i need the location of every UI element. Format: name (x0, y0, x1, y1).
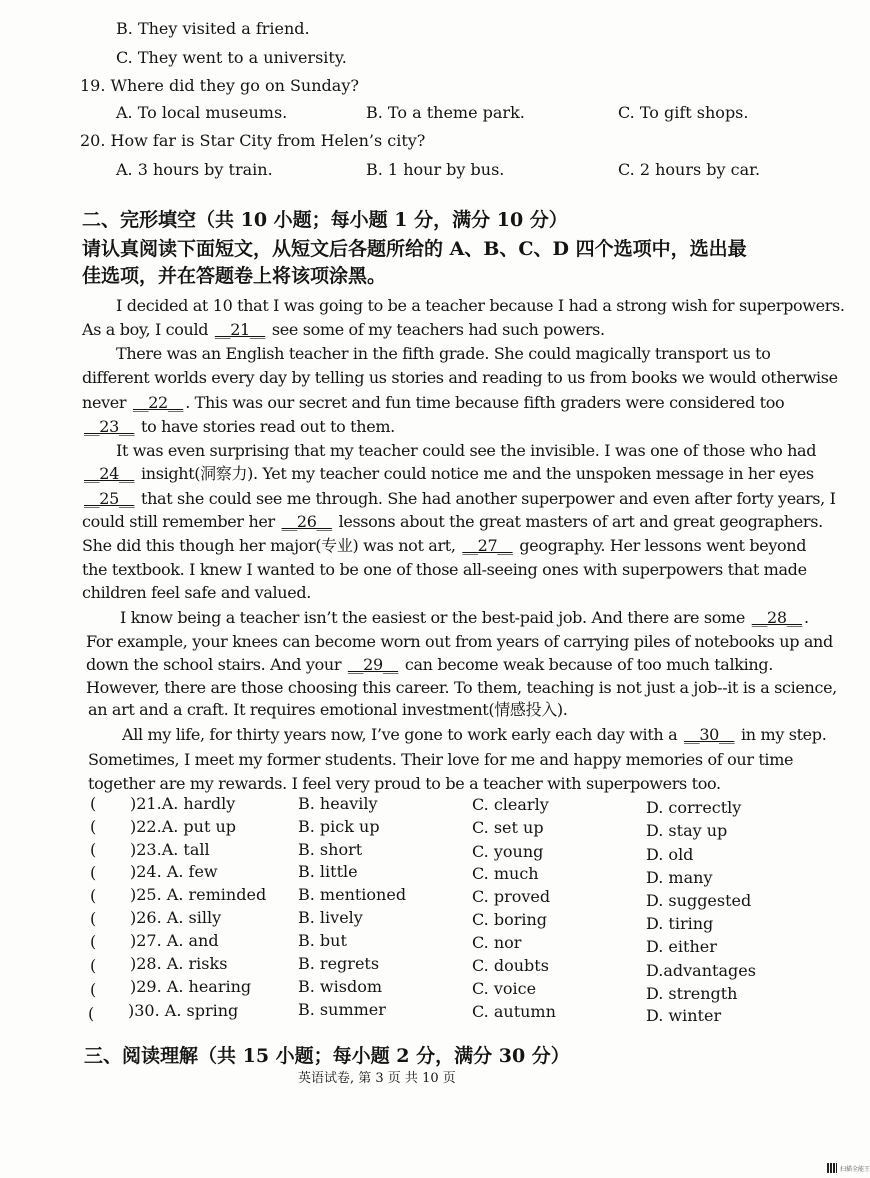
passage-line: There was an English teacher in the fifth grade. She could magically transport us to (116, 344, 771, 363)
question-number: )26. A. (130, 908, 184, 927)
question-number: )29. A. (130, 977, 184, 996)
option-a[interactable] (130, 931, 219, 951)
passage-line (82, 464, 814, 484)
option-a-text: spring (186, 1001, 239, 1020)
option-a[interactable] (128, 1001, 238, 1021)
passage-text: insight(洞察力). Yet my teacher could notice me and the unspoken message in her eyes (136, 464, 814, 483)
option-c[interactable]: C. doubts (472, 956, 549, 975)
option-a-text: reminded (188, 885, 267, 904)
q19-option-a: A. To local museums. (116, 103, 288, 122)
option-a-text: hearing (188, 977, 252, 996)
option-b[interactable]: B. pick up (298, 817, 380, 836)
passage-line: Sometimes, I meet my former students. Their love for me and happy memories of our time (88, 750, 794, 769)
page-footer: 英语试卷, 第 3 页 共 10 页 (298, 1071, 456, 1086)
blank-29: __29__ (347, 655, 399, 674)
blank-24: __24__ (84, 464, 135, 483)
blank-27: __27__ (462, 536, 513, 555)
question-number: )28. A. (130, 954, 184, 973)
option-c[interactable]: C. proved (472, 887, 551, 906)
passage-text: She did this though her major(专业) was not art, (82, 536, 461, 555)
passage-line (82, 417, 395, 437)
passage-line (86, 655, 773, 675)
option-d[interactable]: D. strength (646, 984, 738, 1003)
cloze-instruction-1: 请认真阅读下面短文，从短文后各题所给的 A、B、C、D 四个选项中，选出最 (82, 238, 747, 260)
option-c[interactable]: C. voice (472, 979, 537, 998)
option-b[interactable]: B. but (298, 931, 347, 950)
passage-text: I know being a teacher isn’t the easiest or the best-paid job. And there are some (120, 608, 750, 627)
blank-22: __22__ (132, 393, 184, 412)
option-d[interactable]: D. either (646, 937, 717, 956)
passage-text: can become weak because of too much talking. (400, 655, 773, 674)
option-a-text: hardly (183, 794, 236, 813)
option-a-text: put up (183, 817, 237, 836)
option-label: C. (116, 48, 133, 67)
option-text: They visited a friend. (137, 19, 310, 38)
answer-bracket[interactable]: ( (90, 817, 97, 836)
option-a[interactable] (130, 862, 218, 882)
passage-text: . This was our secret and fun time because fifth graders were considered too (185, 393, 785, 412)
option-b[interactable]: B. little (298, 862, 358, 881)
option-a[interactable] (130, 885, 266, 905)
passage-text: to have stories read out to them. (136, 417, 395, 436)
blank-30: __30__ (684, 725, 735, 744)
option-d[interactable]: D. stay up (646, 821, 728, 840)
blank-28: __28__ (751, 608, 802, 627)
passage-text: never (82, 393, 131, 412)
option-d[interactable]: D.advantages (646, 961, 756, 980)
passage-line: the textbook. I knew I wanted to be one of those all-seeing ones with superpowers that made (82, 560, 807, 579)
option-d[interactable]: D. winter (646, 1006, 722, 1025)
question-number: )23.A. (130, 840, 179, 859)
q20-question (80, 131, 425, 151)
option-c[interactable]: C. much (472, 864, 539, 883)
option-a[interactable] (130, 840, 210, 860)
question-text: How far is Star City from Helen’s city? (110, 131, 426, 150)
scanner-watermark: 扫描全能王 (840, 1166, 870, 1173)
option-c[interactable]: C. autumn (472, 1002, 556, 1021)
q20-option-c: C. 2 hours by car. (618, 160, 761, 179)
blank-23: __23__ (84, 417, 135, 436)
passage-line (82, 512, 823, 532)
passage-text: geography. Her lessons went beyond (514, 536, 807, 555)
question-number: )25. A. (130, 885, 184, 904)
question-number: )22.A. (130, 817, 179, 836)
q19-question (80, 76, 359, 96)
answer-bracket[interactable]: ( (90, 909, 97, 928)
option-a-text: risks (188, 954, 228, 973)
q19-option-b: B. To a theme park. (366, 103, 525, 122)
option-a[interactable] (130, 817, 236, 837)
passage-line: However, there are those choosing this career. To them, teaching is not just a job--it is a science, (86, 678, 837, 697)
question-number: 19. (80, 76, 106, 95)
option-d[interactable]: D. correctly (646, 798, 742, 817)
passage-line (82, 320, 605, 340)
passage-line (82, 536, 806, 556)
answer-bracket[interactable]: ( (88, 1004, 95, 1023)
blank-21: __21__ (214, 320, 266, 339)
question-text: Where did they go on Sunday? (110, 76, 359, 95)
passage-line (120, 608, 809, 628)
q19-option-c: C. To gift shops. (618, 103, 749, 122)
passage-line: together are my rewards. I feel very proud to be a teacher with superpowers too. (88, 774, 721, 793)
passage-line: an art and a craft. It requires emotional investment(情感投入). (88, 700, 568, 719)
option-d[interactable]: D. old (646, 845, 694, 864)
qr-code-icon (827, 1163, 837, 1173)
option-c[interactable]: C. nor (472, 933, 522, 952)
answer-bracket[interactable]: ( (90, 980, 97, 999)
question-number: )27. A. (130, 931, 184, 950)
passage-text: lessons about the great masters of art and great geographers. (333, 512, 823, 531)
answer-bracket[interactable]: ( (90, 932, 97, 951)
blank-26: __26__ (281, 512, 332, 531)
passage-line: For example, your knees can become worn out from years of carrying piles of notebooks up and (86, 632, 833, 651)
reading-heading: 三、阅读理解（共 15 小题；每小题 2 分，满分 30 分） (84, 1045, 570, 1067)
passage-text: that she could see me through. She had another superpower and even after forty years, I (136, 489, 836, 508)
passage-text: As a boy, I could (82, 320, 213, 339)
option-d[interactable]: D. many (646, 868, 713, 887)
passage-line: different worlds every day by telling us stories and reading to us from books we would otherwise (82, 368, 838, 387)
option-a[interactable] (130, 908, 221, 928)
option-c[interactable]: C. young (472, 842, 544, 861)
option-b[interactable]: B. wisdom (298, 977, 382, 996)
passage-line: It was even surprising that my teacher could see the invisible. I was one of those who had (116, 441, 817, 460)
passage-line: I decided at 10 that I was going to be a teacher because I had a strong wish for superpowers. (116, 296, 845, 315)
cloze-heading: 二、完形填空（共 10 小题；每小题 1 分，满分 10 分） (82, 209, 568, 231)
q18-option-b (116, 19, 310, 39)
question-number: 20. (80, 131, 106, 150)
cloze-instruction-2: 佳选项，并在答题卷上将该项涂黑。 (82, 265, 387, 287)
passage-text: see some of my teachers had such powers. (267, 320, 605, 339)
option-c[interactable]: C. clearly (472, 795, 549, 814)
answer-bracket[interactable]: ( (90, 956, 97, 975)
option-a-text: tall (183, 840, 210, 859)
passage-text: All my life, for thirty years now, I’ve gone to work early each day with a (122, 725, 683, 744)
question-number: )24. A. (130, 862, 184, 881)
answer-bracket[interactable]: ( (90, 794, 97, 813)
option-b[interactable]: B. regrets (298, 954, 380, 973)
option-a-text: silly (188, 908, 222, 927)
option-d[interactable]: D. tiring (646, 914, 714, 933)
passage-line: children feel safe and valued. (82, 583, 312, 602)
passage-line (82, 489, 836, 509)
passage-text: in my step. (736, 725, 827, 744)
option-b[interactable]: B. summer (298, 1000, 386, 1019)
option-label: B. (116, 19, 133, 38)
passage-text: could still remember her (82, 512, 280, 531)
option-b[interactable]: B. mentioned (298, 885, 407, 904)
option-b[interactable]: B. heavily (298, 794, 378, 813)
q20-option-b: B. 1 hour by bus. (366, 160, 505, 179)
option-a[interactable] (130, 977, 251, 997)
option-a[interactable] (130, 794, 235, 814)
option-text: They went to a university. (137, 48, 347, 67)
passage-line (122, 725, 826, 745)
q20-option-a: A. 3 hours by train. (116, 160, 273, 179)
passage-text: down the school stairs. And your (86, 655, 346, 674)
option-a[interactable] (130, 954, 227, 974)
answer-bracket[interactable]: ( (90, 840, 97, 859)
answer-bracket[interactable]: ( (90, 886, 97, 905)
option-b[interactable]: B. lively (298, 908, 363, 927)
passage-text: . (804, 608, 809, 627)
option-a-text: and (188, 931, 219, 950)
question-number: )30. A. (128, 1001, 182, 1020)
option-d[interactable]: D. suggested (646, 891, 752, 910)
option-c[interactable]: C. set up (472, 818, 544, 837)
passage-line (82, 393, 784, 413)
question-number: )21.A. (130, 794, 179, 813)
q18-option-c (116, 48, 347, 68)
answer-bracket[interactable]: ( (90, 863, 97, 882)
option-a-text: few (188, 862, 218, 881)
blank-25: __25__ (84, 489, 135, 508)
option-c[interactable]: C. boring (472, 910, 548, 929)
option-b[interactable]: B. short (298, 840, 363, 859)
